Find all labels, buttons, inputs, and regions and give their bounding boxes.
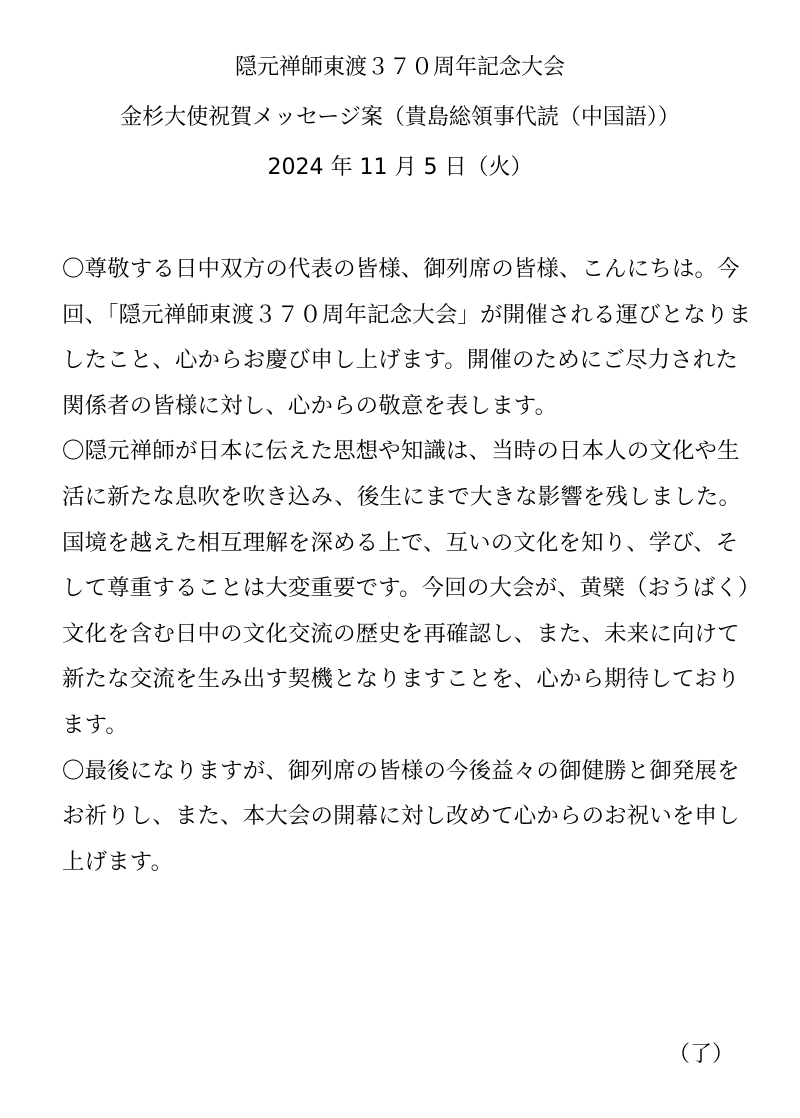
paragraph-ingen-legacy: 〇隠元禅師が日本に伝えた思想や知識は、当時の日本人の文化や生活に新たな息吹を吹き込み、後生にまで大きな影響を残しました。国境を越えた相互理解を深める上で、互いの文化を知り、学び、そして尊重することは大変重要です。今回の大会が、黄檗（おうばく）文化を含む日中の文化交流の歴史を再確認し、また、未来に向けて新たな交流を生み出す契機となりますことを、心から期待しております。 [62,438,750,738]
message-body [62,247,752,885]
message-title: 金杉大使祝賀メッセージ案（貴島総領事代読（中国語）） [120,105,680,130]
closing-mark: （了） [667,1042,734,1067]
paragraph-greeting: 〇尊敬する日中双方の代表の皆様、御列席の皆様、こんにちは。今回、「隠元禅師東渡３７０周年記念大会」が開催される運びとなりましたこと、心からお慶び申し上げます。開催のためにご尽力された関係者の皆様に対し、心からの敬意を表します。 [62,256,752,419]
date-line: 2024 年 11 月 5 日（火） [267,155,533,180]
paragraph-closing-wishes: 〇最後になりますが、御列席の皆様の今後益々の御健勝と御発展をお祈りし、また、本大会の開幕に対し改めて心からのお祝いを申し上げます。 [62,757,740,875]
event-title: 隠元禅師東渡３７０周年記念大会 [234,55,565,80]
